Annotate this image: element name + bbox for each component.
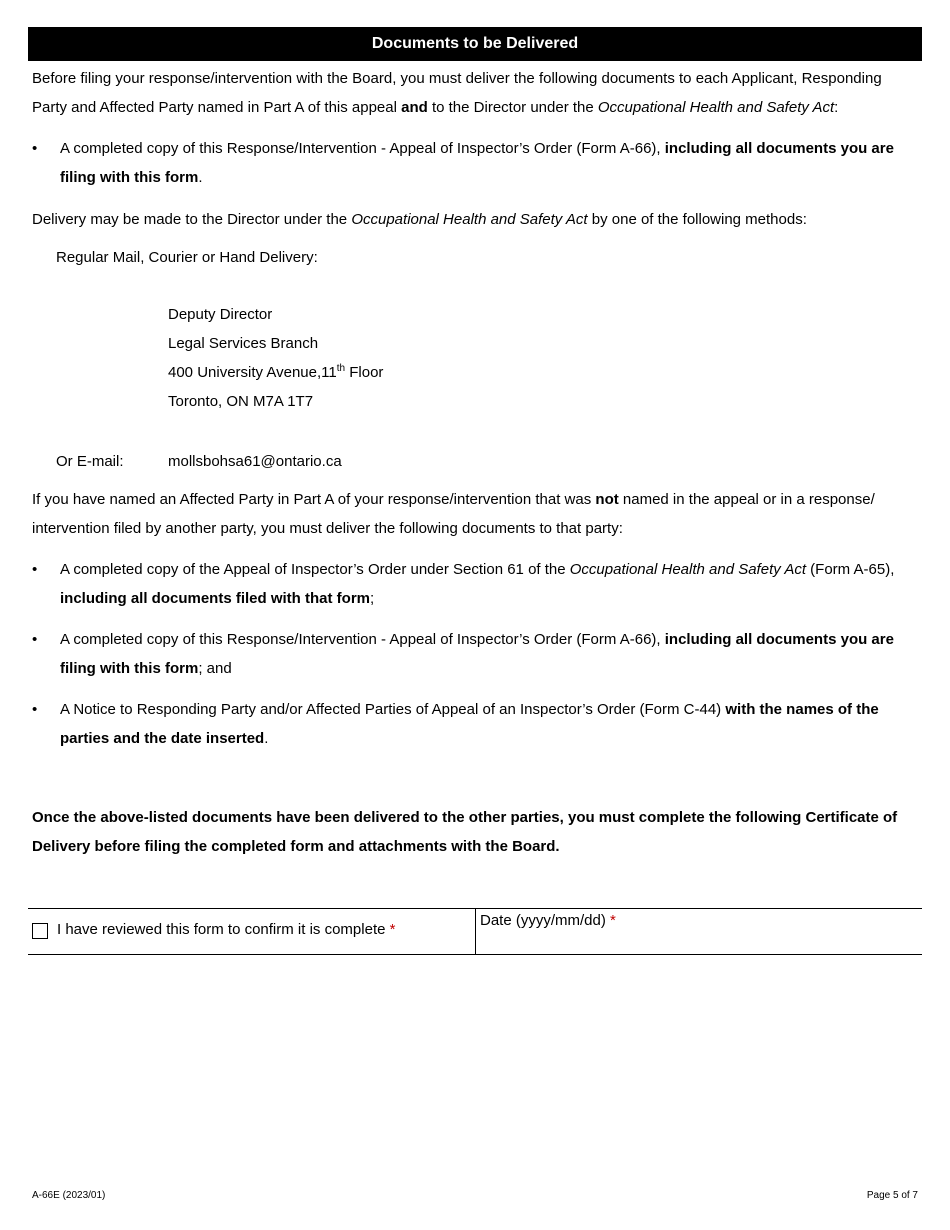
bullet-icon: •: [32, 631, 38, 648]
affected-party-paragraph: If you have named an Affected Party in Part A of your response/intervention that was not named in the appeal or in a response/ intervention filed by another party, you must deliver the following documents to that party:: [32, 491, 875, 537]
page-number: Page 5 of 7: [866, 1190, 918, 1201]
review-checkbox[interactable]: [32, 923, 48, 939]
delivery-methods-label: Regular Mail, Courier or Hand Delivery:: [56, 249, 318, 266]
intro-paragraph: Before filing your response/intervention with the Board, you must deliver the following documents to each Applicant, Responding Party and Affected Party named in Part A of this appeal and to the Director under the Occupational Health and Safety Act:: [32, 70, 882, 116]
bullet-icon: •: [32, 701, 38, 718]
date-field-label: Date (yyyy/mm/dd) *: [480, 912, 616, 929]
address-line: Legal Services Branch: [168, 335, 319, 352]
email-label: Or E-mail:: [56, 453, 124, 470]
section-header: [28, 27, 922, 61]
required-marker: *: [610, 912, 616, 929]
certificate-instruction: Once the above-listed documents have been delivered to the other parties, you must complete the following Certificate of Delivery before filing the completed form and attachments with the Board.: [32, 809, 898, 855]
delivery-paragraph: Delivery may be made to the Director under the Occupational Health and Safety Act by one of the following methods:: [32, 211, 807, 228]
list-item: • A Notice to Responding Party and/or Affected Parties of Appeal of an Inspector’s Order (Form C-44) with the names of the parties and the date inserted.: [32, 695, 917, 753]
address-line: Toronto, ON M7A 1T7: [168, 393, 314, 410]
certificate-of-delivery: [28, 908, 922, 955]
date-field[interactable]: [475, 909, 923, 954]
bullet-icon: •: [32, 561, 38, 578]
review-confirmation-cell: [28, 909, 475, 954]
address-line: Deputy Director: [168, 306, 273, 323]
address-line: 400 University Avenue,11th Floor: [168, 363, 384, 381]
email-address: mollsbohsa61@ontario.ca: [168, 453, 342, 470]
list-item: • A completed copy of this Response/Intervention - Appeal of Inspector’s Order (Form A-66), including all documents you are filing with this form; and: [32, 625, 917, 683]
review-checkbox-label: I have reviewed this form to confirm it is complete *: [57, 921, 396, 938]
required-marker: *: [389, 921, 396, 938]
list-item: • A completed copy of this Response/Intervention - Appeal of Inspector’s Order (Form A-66), including all documents you are filing with this form.: [32, 134, 917, 192]
form-id: A-66E (2023/01): [32, 1190, 106, 1201]
list-item: • A completed copy of the Appeal of Inspector’s Order under Section 61 of the Occupational Health and Safety Act (Form A-65), including all documents filed with that form;: [32, 555, 917, 613]
section-title: Documents to be Delivered: [371, 35, 579, 52]
bullet-icon: •: [32, 140, 38, 157]
